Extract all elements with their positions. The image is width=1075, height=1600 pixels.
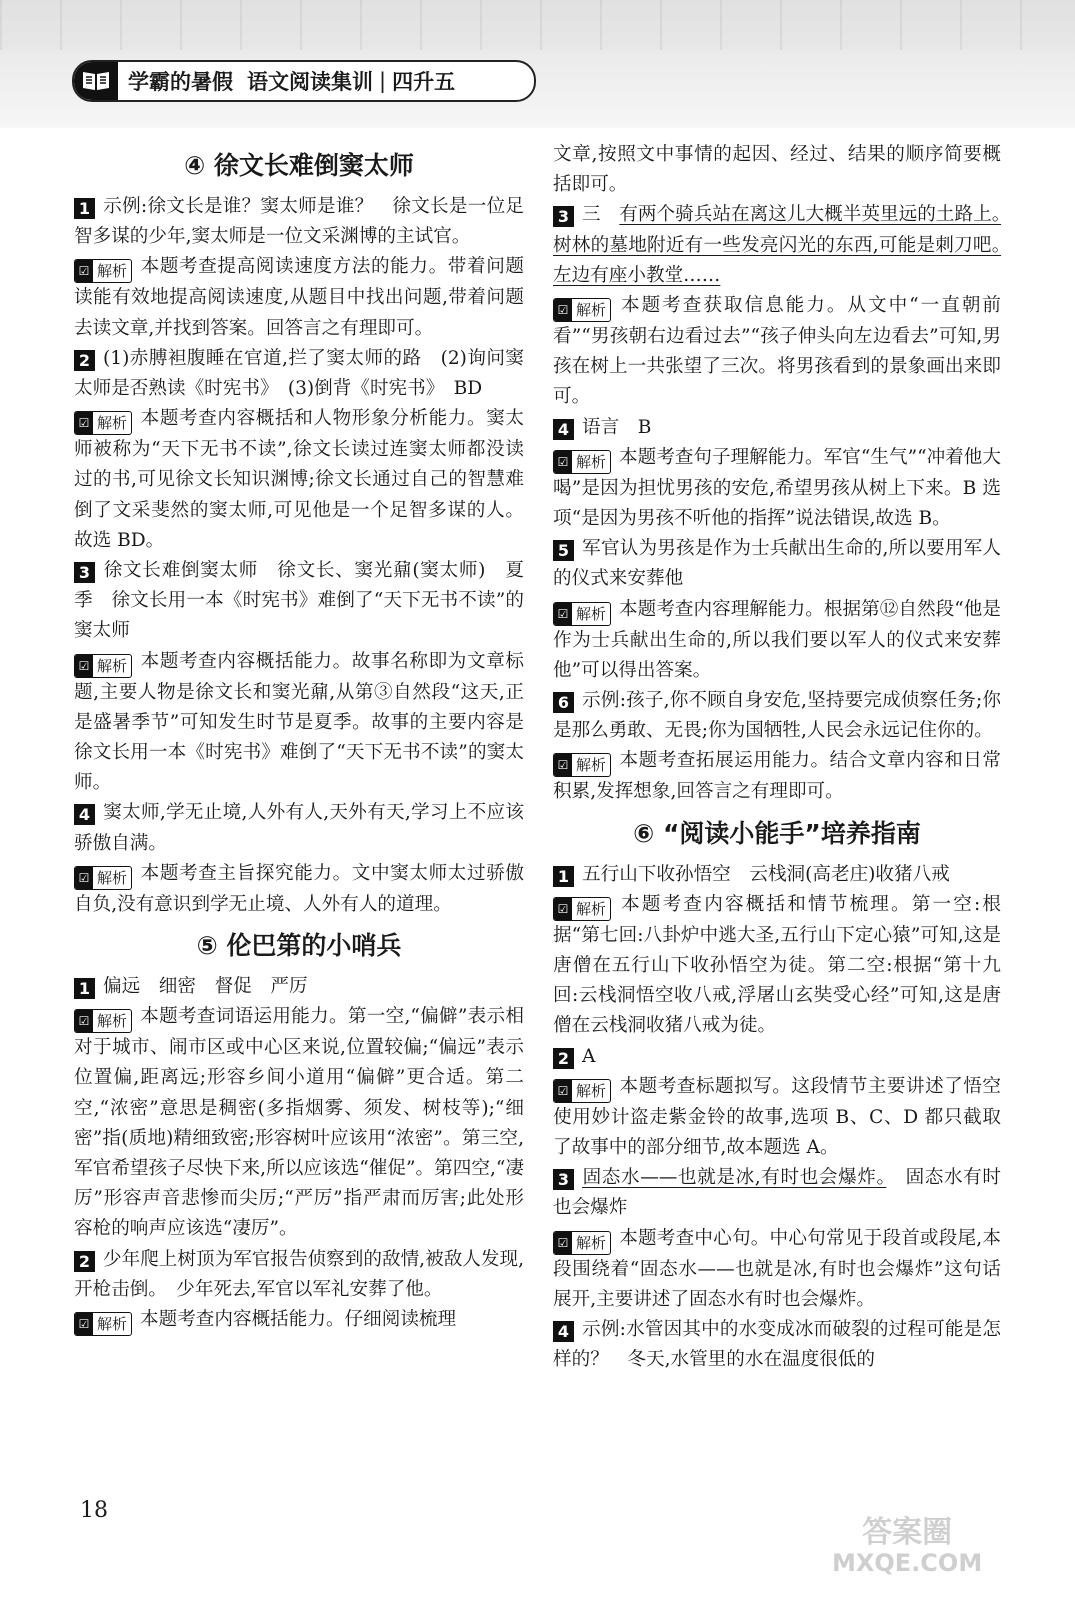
- analysis-tag: ☑ 解析: [74, 1009, 132, 1033]
- analysis-item: ☑ 解析 本题考查提高阅读速度方法的能力。带着问题读能有效地提高阅读速度,从题目中找出问题,带着问题去读文章,并找到答案。回答言之有理即可。: [74, 256, 524, 339]
- right-column: [553, 140, 1001, 1376]
- header-separator: |: [379, 69, 387, 93]
- book-icon: [74, 62, 118, 100]
- watermark-line1: 答案圈: [862, 1515, 953, 1550]
- analysis-item: ☑ 解析 本题考查内容概括和人物形象分析能力。窦太师被称为“天下无书不读”,徐文长读过连窦太师都没读过的书,可见徐文长知识渊博;徐文长通过自己的智慧难倒了文采斐然的窦太师,可见他是一个足智多谋的人。故选 BD。: [74, 408, 524, 551]
- analysis-item: ☑ 解析 本题考查标题拟写。这段情节主要讲述了悟空使用妙计盗走紫金铃的故事,选项 B、C、D 都只截取了故事中的部分细节,故本题选 A。: [553, 1075, 1001, 1159]
- watermark-line2: MXQE.COM: [832, 1549, 983, 1577]
- book-title: 语文阅读集训: [247, 70, 373, 94]
- answer-item: 3 三 有两个骑兵站在离这儿大概半英里远的土路上。 树林的墓地附近有一些发亮闪光的东西,可能是刺刀吧。 左边有座小教堂……: [553, 204, 1001, 286]
- question-number: 1: [553, 866, 574, 887]
- analysis-item: ☑ 解析 本题考查拓展运用能力。结合文章内容和日常积累,发挥想象,回答言之有理即可。: [553, 750, 1001, 803]
- answer-item: 3 固态水——也就是冰,有时也会爆炸。 固态水有时也会爆炸: [553, 1167, 1001, 1219]
- analysis-tag: ☑ 解析: [553, 897, 611, 921]
- grade-label: 四升五: [392, 70, 456, 94]
- page-number: 18: [80, 1498, 108, 1523]
- analysis-item: ☑ 解析 本题考查内容概括能力。故事名称即为文章标题,主要人物是徐文长和窦光鼐,从第③自然段“这天,正是盛暑季节”可知发生时节是夏季。故事的主要内容是徐文长用一本《时宪书》难倒了“天下无书不读”的窦太师。: [74, 650, 524, 794]
- question-number: 1: [74, 198, 95, 219]
- question-number: 4: [74, 804, 95, 825]
- analysis-item: ☑ 解析 本题考查内容概括能力。仔细阅读梳理: [74, 1305, 524, 1336]
- question-number: 2: [553, 1048, 574, 1069]
- answer-item: 2 (1)赤膊袒腹睡在官道,拦了窦太师的路 (2)询问窦太师是否熟读《时宪书》 (3)倒背《时宪书》 BD: [74, 347, 524, 400]
- answer-item: 4 语言 B: [553, 413, 1001, 443]
- brand-title: 学霸的暑假: [128, 70, 233, 94]
- analysis-tag: ☑ 解析: [553, 1231, 611, 1255]
- question-number: 4: [553, 419, 574, 440]
- analysis-continued: 文章,按照文中事情的起因、经过、结果的顺序简要概括即可。: [553, 144, 1001, 196]
- question-number: 2: [74, 350, 95, 371]
- analysis-item: ☑ 解析 本题考查内容概括和情节梳理。第一空:根据“第七回:八卦炉中逃大圣,五行山下定心猿”可知,这是唐僧在五行山下收孙悟空为徒。第二空:根据“第十九回:云栈洞悟空收八戒,浮屠山玄奘受心经”可知,这是唐僧在云栈洞收猪八戒为徒。: [553, 893, 1001, 1037]
- analysis-item: ☑ 解析 本题考查句子理解能力。军官“生气”“冲着他大喝”是因为担忧男孩的安危,希望男孩从树上下来。B 选项“是因为男孩不听他的指挥”说法错误,故选 B。: [553, 446, 1001, 530]
- watermark: [832, 1515, 983, 1578]
- question-number: 2: [74, 1251, 95, 1272]
- analysis-tag: ☑ 解析: [553, 450, 611, 474]
- answer-item: 1 五行山下收孙悟空 云栈洞(高老庄)收猪八戒: [553, 860, 1001, 890]
- question-number: 6: [553, 692, 574, 713]
- analysis-item: ☑ 解析 本题考查中心句。中心句常见于段首或段尾,本段围绕着“固态水——也就是冰,有时也会爆炸”这句话展开,主要讲述了固态水有时也会爆炸。: [553, 1227, 1001, 1310]
- answer-item: 1 偏远 细密 督促 严厉: [74, 972, 524, 1002]
- header-pattern: [0, 0, 1075, 50]
- analysis-tag: ☑ 解析: [74, 1312, 132, 1336]
- analysis-item: ☑ 解析 本题考查获取信息能力。从文中“一直朝前看”“男孩朝右边看过去”“孩子伸头向左边看去”可知,男孩在树上一共张望了三次。将男孩看到的景象画出来即可。: [553, 295, 1001, 408]
- section-title: ④ 徐文长难倒窦太师: [184, 151, 414, 180]
- answer-item: 3 徐文长难倒窦太师 徐文长、窦光鼐(窦太师) 夏季 徐文长用一本《时宪书》难倒了“天下无书不读”的窦太师: [74, 560, 524, 642]
- analysis-tag: ☑ 解析: [74, 866, 132, 890]
- answer-item: 6 示例:孩子,你不顾自身安危,坚持要完成侦察任务;你是那么勇敢、无畏;你为国牺牲,人民会永远记住你的。: [553, 690, 1001, 742]
- analysis-tag: ☑ 解析: [553, 1079, 611, 1103]
- answer-item: 1 示例:徐文长是谁？窦太师是谁？ 徐文长是一位足智多谋的少年,窦太师是一位文采渊博的主试官。: [74, 196, 524, 248]
- answer-item: 4 窦太师,学无止境,人外有人,天外有天,学习上不应该骄傲自满。: [74, 802, 524, 854]
- question-number: 3: [553, 206, 574, 227]
- left-column: [74, 140, 524, 1336]
- question-number: 1: [74, 978, 95, 999]
- analysis-tag: ☑ 解析: [74, 259, 132, 283]
- analysis-item: ☑ 解析 本题考查内容理解能力。根据第⑫自然段“他是作为士兵献出生命的,所以我们要以军人的仪式来安葬他”可以得出答案。: [553, 598, 1001, 681]
- answer-item: 4 示例:水管因其中的水变成冰而破裂的过程可能是怎样的？ 冬天,水管里的水在温度很低的: [553, 1319, 1001, 1371]
- analysis-tag: ☑ 解析: [553, 298, 611, 322]
- section-title: ⑥ “阅读小能手”培养指南: [633, 818, 921, 848]
- answer-item: 2 少年爬上树顶为军官报告侦察到的敌情,被敌人发现,开枪击倒。 少年死去,军官以军礼安葬了他。: [74, 1248, 524, 1300]
- analysis-tag: ☑ 解析: [553, 753, 611, 777]
- analysis-item: ☑ 解析 本题考查主旨探究能力。文中窦太师太过骄傲自负,没有意识到学无止境、人外有人的道理。: [74, 862, 524, 915]
- answer-item: 5 军官认为男孩是作为士兵献出生命的,所以要用军人的仪式来安葬他: [553, 538, 1001, 590]
- analysis-item: ☑ 解析 本题考查词语运用能力。第一空,“偏僻”表示相对于城市、闹市区或中心区来说,位置较偏;“偏远”表示位置偏,距离远;形容乡间小道用“偏僻”更合适。第二空,“浓密”意思是稠密(多指烟雾、须发、树枝等);“细密”指(质地)精细致密;形容树叶应该用“浓密”。第三空,军官希望孩子尽快下来,所以应该选“催促”。第四空,“凄厉”形容声音悲惨而尖厉;“严厉”指严肃而厉害;此处形容枪的响声应该选“凄厉”。: [74, 1006, 524, 1240]
- analysis-tag: ☑ 解析: [74, 654, 132, 678]
- answer-item: 2 A: [553, 1042, 1001, 1072]
- section-title: ⑤ 伦巴第的小哨兵: [196, 931, 402, 961]
- question-number: 3: [553, 1169, 574, 1190]
- analysis-tag: ☑ 解析: [553, 602, 611, 626]
- question-number: 4: [553, 1321, 574, 1342]
- book-header: [72, 60, 536, 102]
- question-number: 5: [553, 540, 574, 561]
- question-number: 3: [74, 562, 95, 583]
- analysis-tag: ☑ 解析: [74, 411, 132, 435]
